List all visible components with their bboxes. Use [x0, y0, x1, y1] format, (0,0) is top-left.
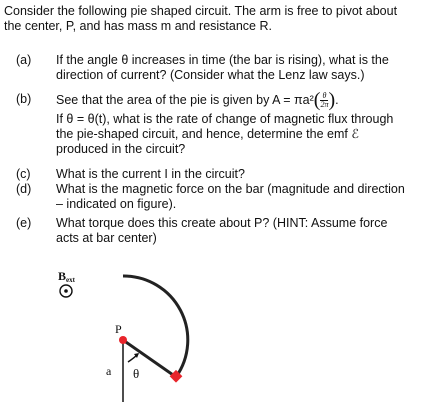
field-dot-icon — [64, 289, 68, 293]
question-label: (d) — [16, 182, 32, 196]
question-line: If θ = θ(t), what is the rate of change of magnetic flux through — [56, 112, 394, 126]
question-label: (a) — [16, 53, 32, 67]
question-line: What torque does this create about P? (HINT: Assume force — [56, 216, 388, 230]
intro-line: Consider the following pie shaped circuit. The arm is free to pivot about — [4, 4, 398, 18]
formula-denominator: 2π — [320, 100, 329, 109]
question-line: produced in the circuit? — [56, 142, 186, 156]
period: . — [335, 92, 339, 107]
pivot-point-p — [119, 336, 127, 344]
paren-close: ) — [328, 89, 336, 111]
question-line: acts at bar center) — [56, 231, 157, 245]
bext-subscript: ext — [66, 276, 75, 284]
bext-main: B — [58, 269, 67, 283]
question-label: (e) — [16, 216, 32, 230]
theta-label: θ — [133, 366, 140, 381]
question-line: the pie-shaped circuit, and hence, determine the emf ℰ — [56, 127, 359, 141]
question-line: direction of current? (Consider what the Lenz law says.) — [56, 68, 365, 82]
question-line: What is the magnetic force on the bar (magnitude and direction — [56, 182, 405, 196]
question-label: (b) — [16, 92, 32, 106]
area-text: See that the area of the pie is given by A = πa² — [56, 92, 314, 107]
bext-label — [58, 269, 76, 284]
p-label: P — [115, 322, 122, 336]
paren-open: ( — [313, 89, 321, 111]
question-line: If the angle θ increases in time (the bar is rising), what is the — [56, 53, 389, 67]
rotating-bar — [123, 340, 176, 377]
formula-numerator: θ — [320, 92, 328, 101]
question-line: What is the current I in the circuit? — [56, 167, 245, 181]
intro-line: the center, P, and has mass m and resistance R. — [4, 19, 272, 33]
question-line: – indicated on figure). — [56, 197, 177, 211]
question-label: (c) — [16, 167, 31, 181]
a-label: a — [106, 364, 112, 378]
